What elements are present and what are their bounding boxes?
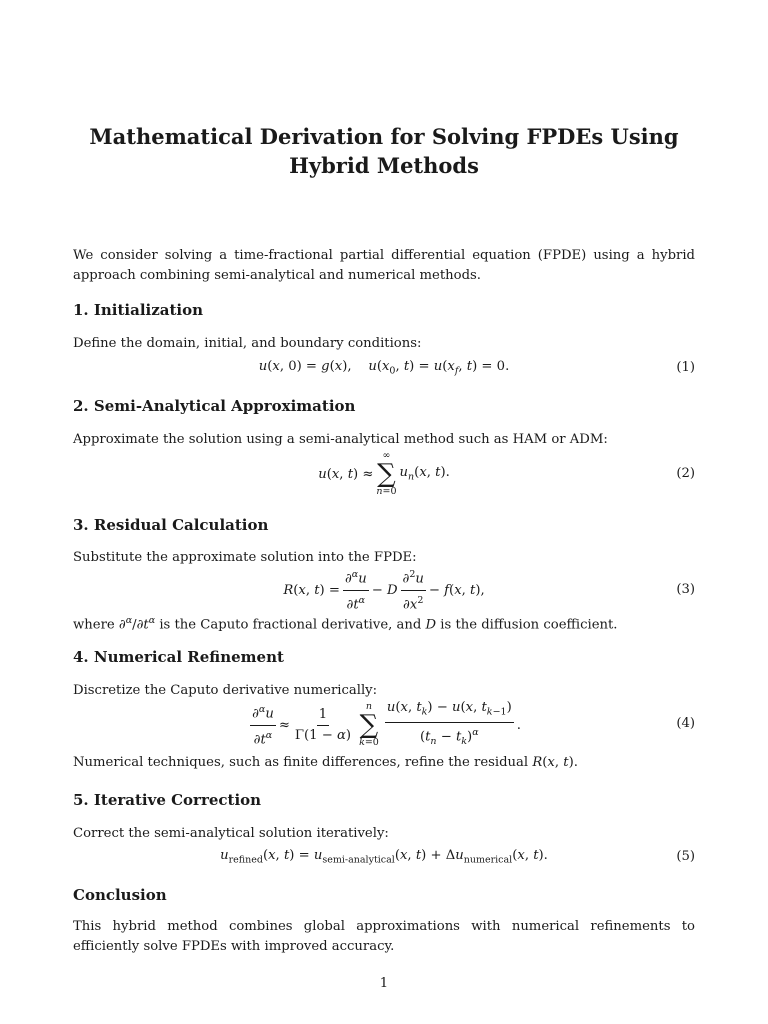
section-5-text: Correct the semi-analytical solution iteratively: [73,826,389,841]
equation-1: u(x, 0) = g(x), $u(x_0$, $t) = u(x_f$, t) = 0. [258,359,510,377]
intro-paragraph: We consider solving a time-fractional partial differential equation (FPDE) using a hybrid approach combining semi-analytical and numerical methods. [73,248,695,283]
conclusion-heading: Conclusion [73,886,167,904]
section-3-note: where $\partial^\alpha/\partial t^\alpha$ is the Caputo fractional derivative, and D is the diffusion coefficient. [73,615,618,633]
equation-1-number: (1) [676,360,695,375]
section-4-heading: 4. Numerical Refinement [73,648,284,666]
equation-5: $u_{refined}(x$, $t) = u_{semi-analytical}(x$, $t) + \Delta u_{numerical}(x$, t). [220,848,548,866]
equation-3-number: (3) [676,582,695,597]
equation-4: $\frac{\partial^\alpha u}{\partial t^\alpha}$ ≈ $\frac{1}{\Gamma(1 - \alpha)}$ n ∑ k=0 $\frac{u(x, t_k) - u(x, t_{k-1})}{(t_n - t_k)^\alpha}$ . [252,699,521,748]
equation-5-number: (5) [676,849,695,864]
section-4-text: Discretize the Caputo derivative numerically: [73,683,378,698]
section-2-text: Approximate the solution using a semi-analytical method such as HAM or ADM: [73,432,608,447]
section-5-heading: 5. Iterative Correction [73,791,262,809]
equation-2: u(x, t) ≈ ∞ ∑ n=0 $u_n(x$, t). [318,450,450,497]
section-2-heading: 2. Semi-Analytical Approximation [73,397,356,415]
page-number: 1 [379,976,389,991]
equation-2-number: (2) [676,466,695,481]
section-3-heading: 3. Residual Calculation [73,516,269,534]
section-1-text: Define the domain, initial, and boundary conditions: [73,336,422,351]
section-4-note: Numerical techniques, such as finite differences, refine the residual R(x, t). [73,755,578,770]
equation-4-number: (4) [676,716,695,731]
document-title: Mathematical Derivation for Solving FPDEs Using Hybrid Methods [89,124,679,178]
equation-3: R(x, t) = $\frac{\partial^\alpha u}{\partial t^\alpha}$ − D $\frac{\partial^2u}{\partial x^2}$ − f(x, t), [283,569,485,612]
section-3-text: Substitute the approximate solution into the FPDE: [73,550,417,565]
conclusion-text: This hybrid method combines global approximations with numerical refinements to efficiently solve FPDEs with improved accuracy. [73,919,695,954]
section-1-heading: 1. Initialization [73,301,204,319]
